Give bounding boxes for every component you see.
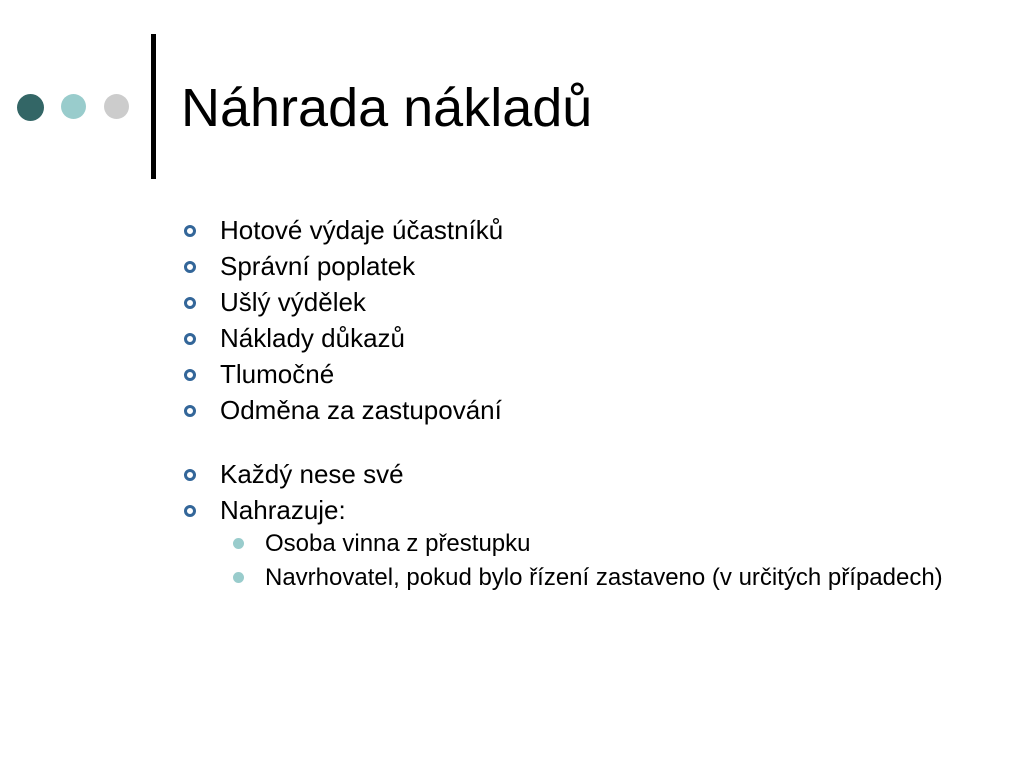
bullet-text: Hotové výdaje účastníků bbox=[220, 215, 504, 245]
bullet-text: Tlumočné bbox=[220, 359, 335, 389]
ring-bullet-icon bbox=[184, 469, 196, 481]
bullet-text: Nahrazuje: bbox=[220, 495, 346, 525]
dot-bullet-icon bbox=[233, 572, 244, 583]
ring-bullet-icon bbox=[184, 505, 196, 517]
slide-content bbox=[181, 212, 981, 597]
ring-bullet-icon bbox=[184, 405, 196, 417]
list-item bbox=[181, 212, 981, 248]
sub-list-item bbox=[220, 529, 981, 558]
sub-bullet-text: Osoba vinna z přestupku bbox=[265, 530, 531, 557]
ring-bullet-icon bbox=[184, 225, 196, 237]
decor-dot-gray bbox=[104, 94, 129, 119]
ring-bullet-icon bbox=[184, 369, 196, 381]
list-item bbox=[181, 492, 981, 592]
dot-bullet-icon bbox=[233, 538, 244, 549]
decor-dot-dark bbox=[17, 94, 44, 121]
bullet-text: Náklady důkazů bbox=[220, 323, 405, 353]
bullet-list bbox=[181, 212, 981, 592]
decor-dot-teal bbox=[61, 94, 86, 119]
list-item bbox=[181, 356, 981, 392]
ring-bullet-icon bbox=[184, 297, 196, 309]
slide-title: Náhrada nákladů bbox=[181, 78, 593, 138]
bullet-text: Ušlý výdělek bbox=[220, 287, 366, 317]
list-item bbox=[181, 320, 981, 356]
list-item bbox=[181, 284, 981, 320]
list-item bbox=[181, 392, 981, 428]
bullet-text: Každý nese své bbox=[220, 459, 404, 489]
bullet-text: Odměna za zastupování bbox=[220, 395, 502, 425]
sub-bullet-text: Navrhovatel, pokud bylo řízení zastaveno (v určitých případech) bbox=[265, 564, 943, 591]
title-divider-bar bbox=[151, 34, 156, 179]
bullet-text: Správní poplatek bbox=[220, 251, 416, 281]
ring-bullet-icon bbox=[184, 333, 196, 345]
list-item bbox=[181, 456, 981, 492]
sub-list-item bbox=[220, 563, 981, 592]
ring-bullet-icon bbox=[184, 261, 196, 273]
sub-bullet-list bbox=[220, 529, 981, 592]
list-item bbox=[181, 248, 981, 284]
